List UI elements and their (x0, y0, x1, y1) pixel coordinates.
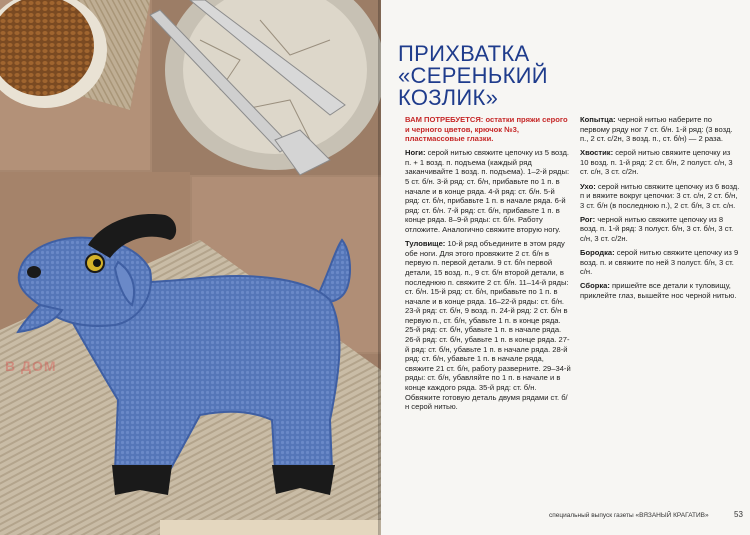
section-label: Сборка: (580, 281, 610, 291)
section-text: 10-й ряд объедините в этом ряду обе ноги. Для этого провяжите 2 ст. б/н в первую п. первой детали. 9 ст. б/н первой детали, 15 возд. п., 9 ст. б/н второй детали, в последнюю п. свяжите 2 ст. б/н. 11–14-й ряды: ст. б/н. 15-й ряд: ст. б/н, прибавьте по 1 п. в начале и в конце ряда. 16–22-й ряды: ст. б/н. 23-й ряд: ст. б/н, 9 возд. п. 24-й ряд: 2 ст. б/н в первую п., ст. б/н, убавьте 1 п. в конце ряда. 25-й ряд: ст. б/н, убавьте 1 п. в начале ряда. 26-й ряд: ст. б/н, убавьте 1 п. в конце ряда. 27-й ряд: ст. б/н, убавьте 1 п. в начале ряда. 28-й ряд: ст. б/н, убавьте 1 п. в начале ряда, свяжите 21 ст. б/н, работу разверните. 29–34-й ряды: ст. б/н, убавляйте по 1 п. в начале и в конце каждого ряда. 35-й ряд: ст. б/н. Обвяжите готовую деталь двумя рядами ст. б/н серой нитью. (405, 239, 571, 412)
text-page (381, 0, 750, 535)
section-label: Хвостик: (580, 148, 614, 158)
page-title (398, 43, 558, 109)
section-text: пришейте все детали к туловищу, приклейте глаз, вышейте нос черной нитью. (580, 281, 737, 300)
section-text: серой нитью свяжите цепочку из 5 возд. п. + 1 возд. п. подъема (каждый ряд заканчивайте 1 возд. п. подъема). 1–2-й ряды: 5 ст. б/н. 3-й ряд: ст. б/н, прибавьте по 1 п. в начале и в конце ряда. 4-й ряд: ст. б/н. 5-й ряд: ст. б/н, прибавьте 1 п. в начале ряда. 6-й ряд: ст. б/н. 7-й ряд: ст. б/н, прибавьте 1 п. в конце ряда. 8–9-й ряды: ст. б/н. Работу отложите. Аналогично свяжите вторую ногу. (405, 148, 570, 235)
section-hooves (580, 115, 740, 144)
section-label: Ухо: (580, 181, 596, 191)
goat-nose (27, 266, 41, 278)
section-beard (580, 248, 740, 277)
text-column-right (580, 115, 740, 305)
section-label: Рог: (580, 214, 596, 224)
page-number: 53 (734, 510, 743, 519)
section-text: черной нитью свяжите цепочку из 8 возд. п. 1-й ряд: 3 полуст. б/н, 3 ст. б/н, 3 ст. с/н, 3 ст. с/2н. (580, 214, 734, 244)
section-ear (580, 182, 740, 211)
section-tail (580, 148, 740, 177)
section-text: серой нитью свяжите цепочку из 10 возд. п. 1-й ряд: 2 ст. б/н, 2 полуст. с/н, 3 ст. с/н, 3 ст. с/2н. (580, 148, 733, 177)
watermark: В ДОМ (5, 358, 57, 374)
title-line: ПРИХВАТКА (398, 41, 530, 66)
title-line: КОЗЛИК» (398, 85, 499, 110)
section-label: Бородка: (580, 248, 615, 258)
section-assembly (580, 281, 740, 300)
materials-label: ВАМ ПОТРЕБУЕТСЯ: (405, 115, 484, 124)
section-label: Ноги: (405, 148, 426, 158)
text-column-left (405, 115, 571, 416)
section-horn (580, 215, 740, 244)
goat-pupil (93, 259, 101, 267)
section-label: Туловище: (405, 239, 446, 249)
section-legs (405, 148, 571, 234)
materials-text: остатки пряжи серого и черного цветов, крючок №3, пластмассовые глазки. (405, 115, 568, 144)
section-text: серой нитью свяжите цепочку из 9 возд. п. и свяжите по ней 3 полуст. б/н, 3 ст. с/н. (580, 248, 739, 277)
section-label: Копытца: (580, 115, 616, 124)
page-footer: специальный выпуск газеты «ВЯЗАНЫЙ КРАГАТИВ» (549, 512, 709, 519)
section-text: черной нитью наберите по первому ряду ног 7 ст. б/н. 1-й ряд: (3 возд. п., 2 ст. с/2н, 3 возд. п., ст. б/н) — 2 раза. (580, 115, 733, 144)
title-line: «СЕРЕНЬКИЙ (398, 63, 548, 88)
section-text: серой нитью свяжите цепочку из 6 возд. п и вяжите вокруг цепочки: 3 ст. с/н, 2 ст. б/н, 3 ст. б/н (в последнюю п.), 2 ст. б/н, 3 ст. с/н. (580, 181, 740, 210)
section-body (405, 239, 571, 412)
materials-paragraph (405, 115, 571, 144)
mat-edge (160, 520, 381, 535)
